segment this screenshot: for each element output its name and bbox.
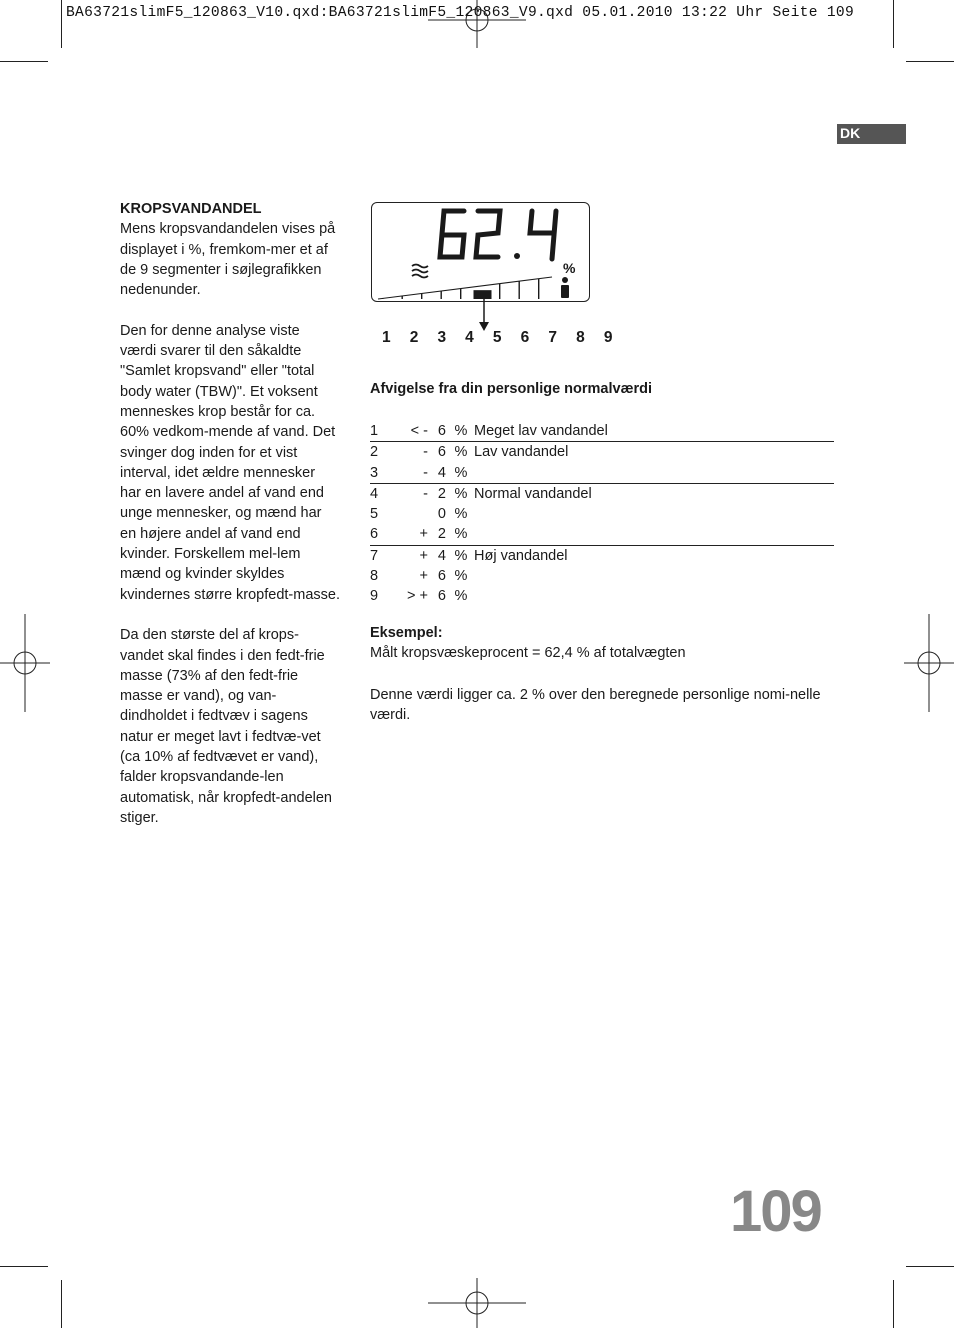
segment-bar-5 bbox=[460, 289, 461, 299]
segment-bar-8 bbox=[519, 281, 520, 299]
table-cell-sign: + bbox=[419, 568, 428, 585]
display-graphic bbox=[372, 203, 589, 301]
table-row bbox=[370, 545, 834, 566]
table-cell-label: Høj vandandel bbox=[474, 547, 568, 564]
table-cell-idx: 5 bbox=[370, 506, 379, 523]
table-cell-label: Normal vandandel bbox=[474, 485, 592, 502]
page-number: 109 bbox=[730, 1179, 821, 1244]
table-cell-sign: + bbox=[419, 547, 428, 564]
table-cell-pct: % bbox=[454, 485, 468, 502]
table-cell-val: 4 bbox=[437, 547, 446, 564]
registration-mark-icon bbox=[0, 614, 50, 712]
table-cell-label bbox=[474, 566, 834, 586]
segment-bar-9 bbox=[538, 279, 539, 299]
table-cell-idx: 8 bbox=[370, 568, 379, 585]
segment-bar-4 bbox=[441, 291, 442, 299]
water-waves-icon bbox=[412, 265, 428, 278]
crop-mark bbox=[0, 61, 48, 62]
table-cell-sign: < - bbox=[400, 421, 434, 442]
table-cell-val: 6 bbox=[437, 568, 446, 585]
crop-mark bbox=[906, 1266, 954, 1267]
table-cell-pct: % bbox=[454, 444, 468, 461]
table-cell-val: 6 bbox=[434, 421, 446, 442]
table-row bbox=[370, 586, 834, 606]
table-row bbox=[370, 566, 834, 586]
table-cell-pct: % bbox=[454, 506, 468, 523]
table-cell-label bbox=[474, 504, 834, 524]
table-cell-idx: 4 bbox=[370, 485, 379, 502]
section-heading: KROPSVANDANDEL bbox=[120, 201, 262, 217]
digit-2 bbox=[476, 211, 500, 257]
decimal-point bbox=[514, 253, 520, 259]
table-cell-label: Meget lav vandandel bbox=[474, 421, 834, 442]
person-icon bbox=[561, 277, 569, 298]
table-cell-label bbox=[474, 463, 834, 484]
scale-display bbox=[371, 202, 590, 302]
segment-bar-3 bbox=[421, 294, 422, 299]
table-cell-idx: 9 bbox=[370, 588, 379, 605]
table-cell-pct: % bbox=[446, 421, 474, 442]
left-column bbox=[120, 199, 340, 849]
table-cell-val: 2 bbox=[437, 485, 446, 502]
print-slug: BA63721slimF5_120863_V10.qxd:BA63721slimF5_120863_V9.qxd 05.01.2010 13:22 Uhr Seite 109 bbox=[66, 5, 855, 21]
table-cell-idx: 1 bbox=[370, 421, 400, 442]
table-cell-idx: 7 bbox=[370, 547, 379, 564]
digit-6 bbox=[440, 211, 464, 257]
table-cell-label: Lav vandandel bbox=[474, 444, 569, 461]
table-cell-sign bbox=[400, 504, 434, 524]
crop-mark bbox=[906, 61, 954, 62]
digit-4 bbox=[530, 211, 556, 259]
table-cell-sign: - bbox=[423, 485, 428, 502]
example-line: Målt kropsvæskeprocent = 62,4 % af totalvægten bbox=[370, 645, 686, 661]
registration-mark-icon bbox=[428, 1278, 526, 1328]
table-cell-label bbox=[474, 586, 834, 606]
registration-mark-icon bbox=[904, 614, 954, 712]
table-cell-sign: - bbox=[400, 463, 434, 484]
table-cell-val: 2 bbox=[434, 524, 446, 545]
table-cell-pct: % bbox=[454, 588, 468, 605]
table-cell-idx: 2 bbox=[370, 444, 379, 461]
table-cell-idx: 6 bbox=[370, 524, 400, 545]
table-cell-val: 6 bbox=[437, 588, 446, 605]
table-row bbox=[370, 463, 834, 484]
table-cell-pct: % bbox=[454, 568, 468, 585]
table-row bbox=[370, 442, 834, 463]
crop-mark bbox=[61, 1280, 62, 1328]
table-cell-val: 6 bbox=[437, 444, 446, 461]
crop-mark bbox=[0, 1266, 48, 1267]
segment-bar-1 bbox=[382, 298, 383, 299]
table-row bbox=[370, 421, 834, 442]
table-row bbox=[370, 483, 834, 504]
table-row bbox=[370, 524, 834, 545]
segment-bar-7 bbox=[499, 284, 500, 299]
crop-mark bbox=[61, 0, 62, 48]
table-cell-val: 4 bbox=[434, 463, 446, 484]
language-badge: DK bbox=[837, 124, 906, 144]
table-cell-sign: > + bbox=[407, 588, 428, 605]
table-cell-sign: + bbox=[400, 524, 434, 545]
table-heading: Afvigelse fra din personlige normalværdi bbox=[370, 381, 653, 397]
table-cell-pct: % bbox=[446, 463, 474, 484]
example-line: Denne værdi ligger ca. 2 % over den beregnede personlige nomi-nelle værdi. bbox=[370, 687, 821, 724]
segment-bar-2 bbox=[402, 296, 403, 299]
paragraph: Da den største del af krops-vandet skal findes i den fedt-frie masse (73% af den fedt-frie masse er vand), og van-dindholdet i fedtvæv i sagens natur er meget lavt i fedtvæ-vet (ca 10% af fedtvævet er vand), falder kropsvandande-len automatisk, når kropfedt-andelen stiger. bbox=[120, 627, 332, 826]
table-cell-idx: 3 bbox=[370, 463, 400, 484]
paragraph: Mens kropsvandandelen vises på displayet i %, fremkom-mer et af de 9 segmenter i søjlegrafikken nedenunder. bbox=[120, 221, 336, 299]
paragraph: Den for denne analyse viste værdi svarer til den såkaldte "Samlet kropsvand" eller "total body water (TBW)". Et voksent menneskes krop består for ca. 60% vedkom-mende af vand. Det svinger dog inden for et vist interval, idet ældre mennesker har en lavere andel af vand end unge mennesker, og mænd har en højere andel af vand end kvinder. Forskellem mel-lem mænd og kvinder skyldes kvindernes større kropfedt-masse. bbox=[120, 322, 340, 603]
registration-mark-icon bbox=[428, 0, 526, 48]
deviation-table bbox=[370, 421, 834, 607]
table-cell-pct: % bbox=[446, 524, 474, 545]
table-cell-label bbox=[474, 524, 834, 545]
segment-scale-numbers: 1 2 3 4 5 6 7 8 9 bbox=[382, 329, 620, 346]
table-row bbox=[370, 504, 834, 524]
crop-mark bbox=[893, 0, 894, 48]
example-heading: Eksempel: bbox=[370, 625, 443, 641]
unit-label: % bbox=[563, 260, 576, 276]
crop-mark bbox=[893, 1280, 894, 1328]
table-cell-sign: - bbox=[423, 444, 428, 461]
table-cell-val: 0 bbox=[437, 506, 446, 523]
table-cell-pct: % bbox=[454, 547, 468, 564]
